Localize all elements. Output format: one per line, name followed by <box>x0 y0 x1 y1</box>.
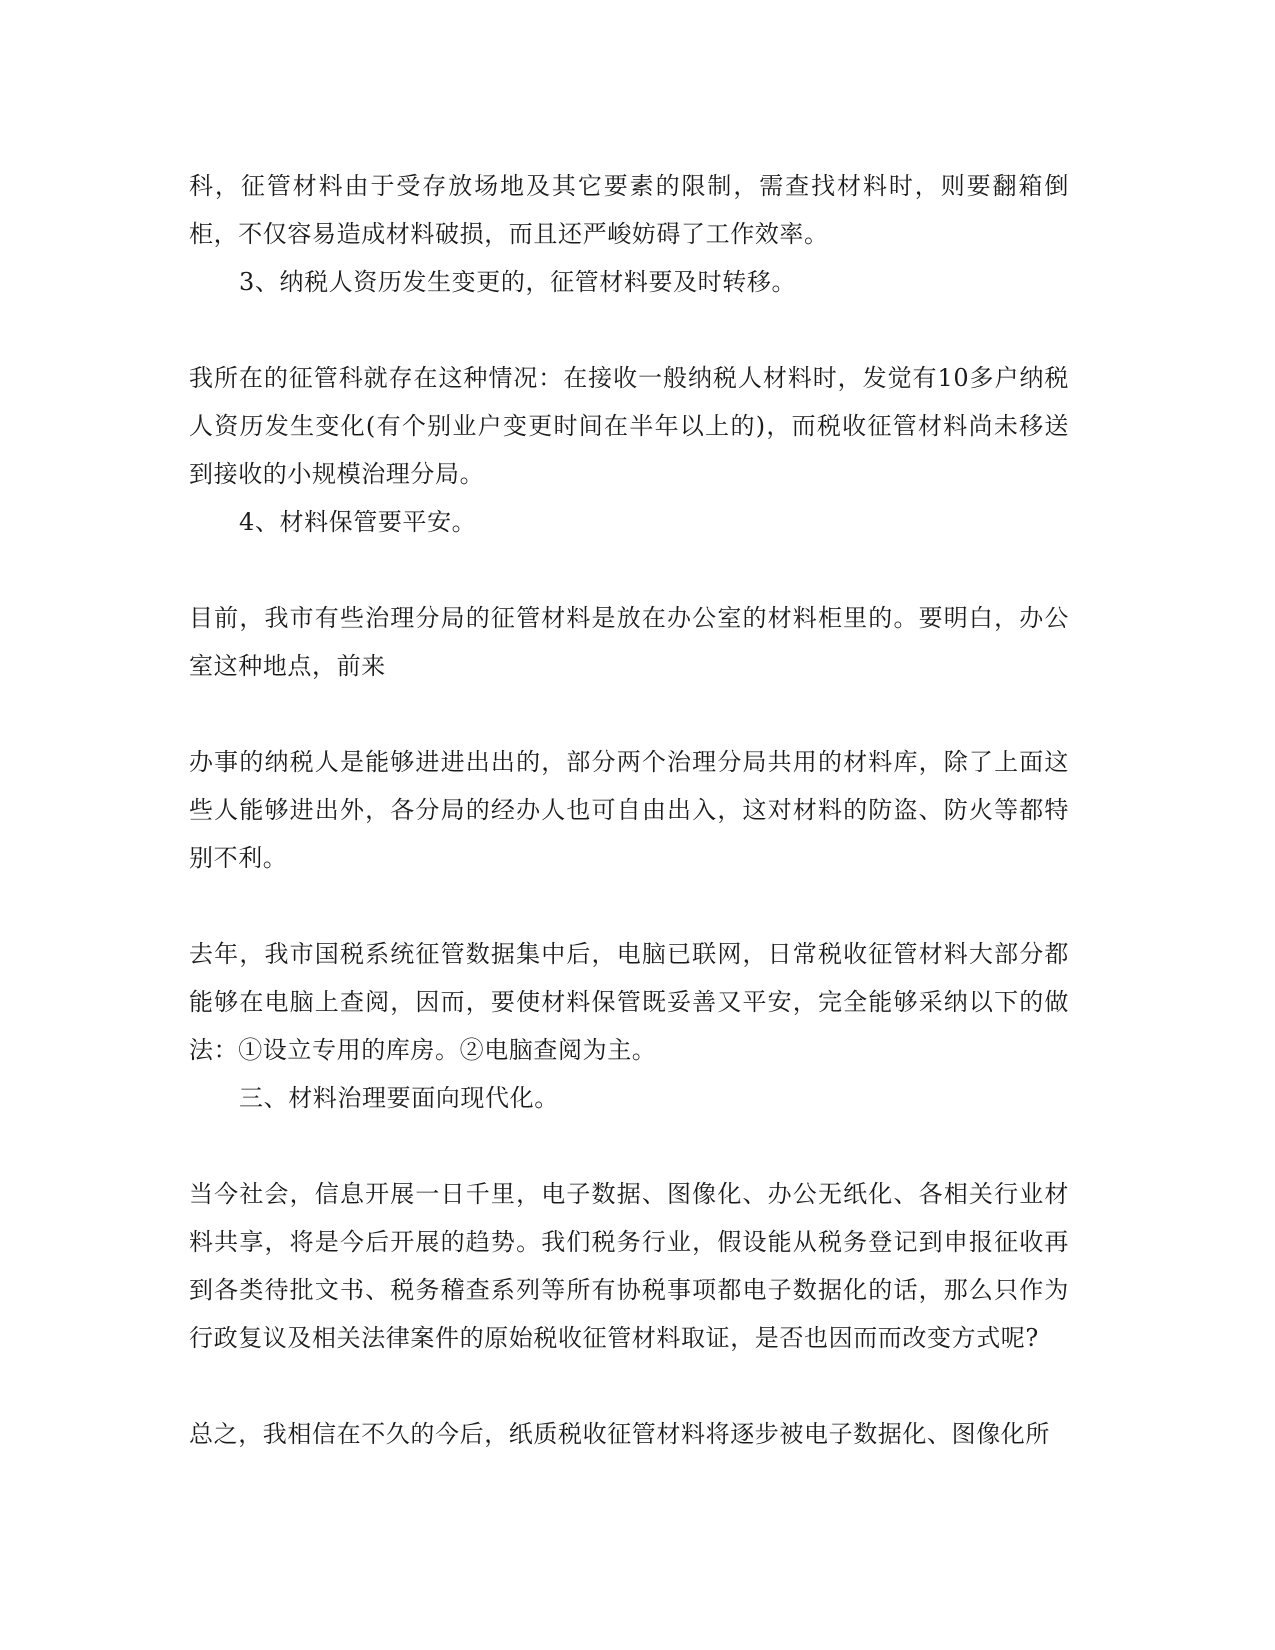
paragraph-8: 三、材料治理要面向现代化。 <box>239 1084 559 1112</box>
paragraph-gap <box>189 306 1069 354</box>
paragraph-gap <box>189 882 1069 930</box>
paragraph-7: 去年，我市国税系统征管数据集中后，电脑已联网，日常税收征管材料大部分都能够在电脑上查阅，因而，要使材料保管既妥善又平安，完全能够采纳以下的做法：①设立专用的库房。②电脑查阅为主。 <box>189 940 1069 1064</box>
paragraph-4: 4、材料保管要平安。 <box>239 508 477 536</box>
paragraph-gap <box>189 690 1069 738</box>
paragraph-5: 目前，我市有些治理分局的征管材料是放在办公室的材料柜里的。要明白，办公室这种地点，前来 <box>189 604 1069 680</box>
paragraph-10: 总之，我相信在不久的今后，纸质税收征管材料将逐步被电子数据化、图像化所 <box>189 1420 1050 1448</box>
document-body <box>189 162 1069 1458</box>
paragraph-1: 科，征管材料由于受存放场地及其它要素的限制，需查找材料时，则要翻箱倒柜，不仅容易造成材料破损，而且还严峻妨碍了工作效率。 <box>189 172 1069 248</box>
paragraph-gap <box>189 546 1069 594</box>
paragraph-6: 办事的纳税人是能够进进出出的，部分两个治理分局共用的材料库，除了上面这些人能够进出外，各分局的经办人也可自由出入，这对材料的防盗、防火等都特别不利。 <box>189 748 1069 872</box>
paragraph-gap <box>189 1362 1069 1410</box>
paragraph-3: 我所在的征管科就存在这种情况：在接收一般纳税人材料时，发觉有10多户纳税人资历发生变化(有个别业户变更时间在半年以上的)，而税收征管材料尚未移送到接收的小规模治理分局。 <box>189 364 1069 488</box>
paragraph-2: 3、纳税人资历发生变更的，征管材料要及时转移。 <box>239 268 797 296</box>
paragraph-gap <box>189 1122 1069 1170</box>
paragraph-9: 当今社会，信息开展一日千里，电子数据、图像化、办公无纸化、各相关行业材料共享，将是今后开展的趋势。我们税务行业，假设能从税务登记到申报征收再到各类待批文书、税务稽查系列等所有协税事项都电子数据化的话，那么只作为行政复议及相关法律案件的原始税收征管材料取证，是否也因而而改变方式呢? <box>189 1180 1069 1352</box>
